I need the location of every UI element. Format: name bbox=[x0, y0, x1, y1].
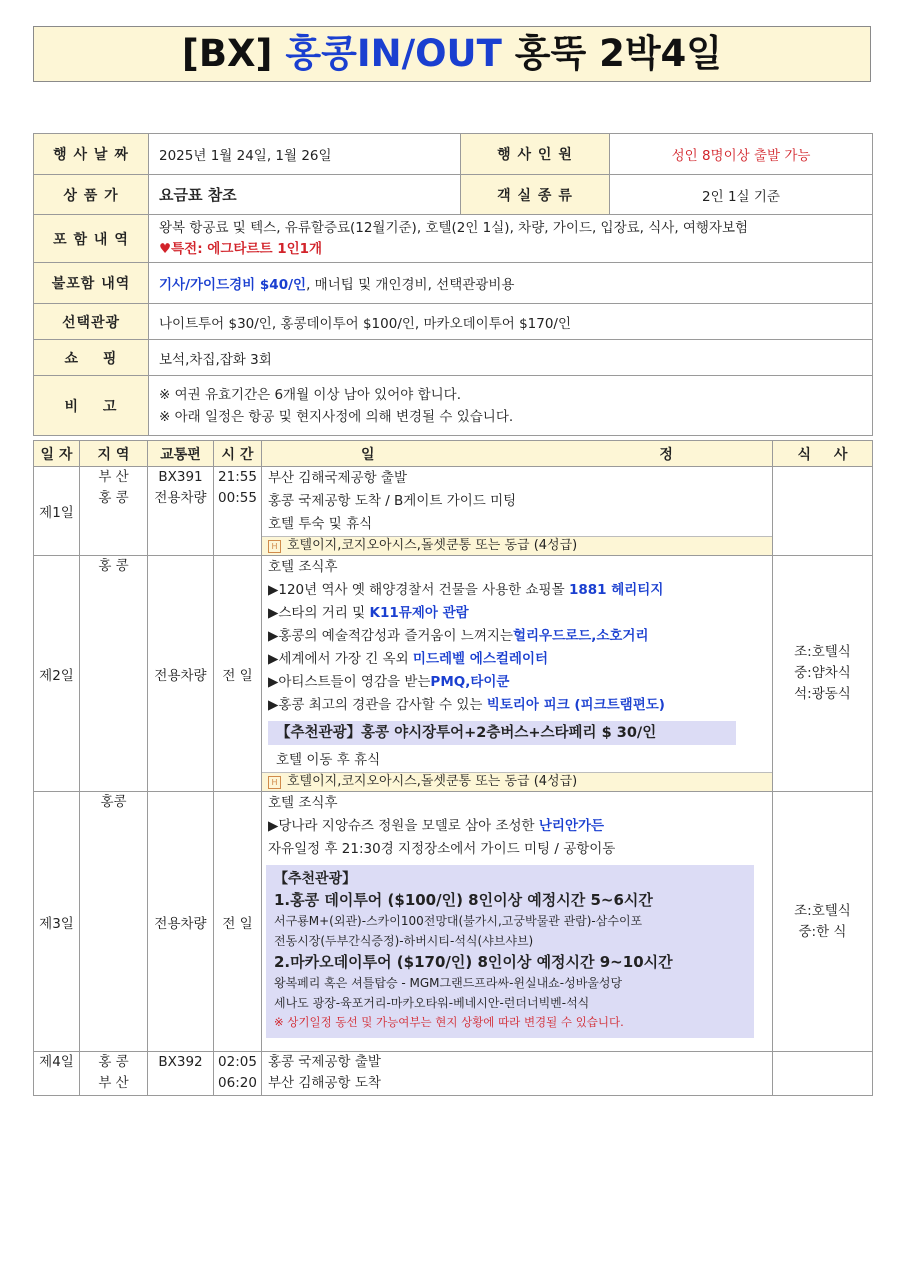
optional-label: 선택관광 bbox=[34, 304, 149, 340]
itinerary-line: 홍콩 국제공항 도착 / B게이트 가이드 미팅 bbox=[268, 493, 517, 509]
line-highlight: K11뮤제아 관람 bbox=[369, 605, 469, 621]
meal-cell bbox=[773, 792, 873, 1052]
shopping-value: 보석,차집,잡화 3회 bbox=[149, 340, 873, 376]
line-text: ▶세계에서 가장 긴 옥외 bbox=[268, 651, 413, 667]
region-cell bbox=[80, 1052, 148, 1096]
line-highlight: 미드레벨 에스컬레이터 bbox=[412, 651, 549, 667]
transport: 전용차량 bbox=[154, 490, 207, 506]
transport: BX392 bbox=[148, 1052, 214, 1096]
transport-cell bbox=[148, 467, 214, 556]
day-label: 제2일 bbox=[34, 556, 80, 792]
itinerary-line bbox=[262, 579, 772, 602]
recommend-title: 【추천관광】 bbox=[274, 871, 357, 887]
meal-cell bbox=[773, 1052, 873, 1096]
itinerary-cell bbox=[262, 556, 773, 792]
line-highlight: PMQ,타이쿤 bbox=[430, 674, 510, 690]
day-row-4 bbox=[34, 1052, 873, 1096]
time: 전 일 bbox=[214, 556, 262, 792]
hotel-text: 호텔이지,코지오아시스,돌셋쿤통 또는 동급 (4성급) bbox=[287, 538, 578, 553]
itinerary-line bbox=[262, 671, 772, 694]
itinerary-line bbox=[262, 648, 772, 671]
document-title bbox=[33, 26, 871, 82]
meal: 중:얌차식 bbox=[794, 665, 851, 681]
include-special: 특전: 에그타르트 1인1개 bbox=[171, 240, 323, 257]
exclude-cell bbox=[149, 263, 873, 304]
date-label: 행 사 날 짜 bbox=[34, 134, 149, 175]
title-suffix: 홍뚝 2박4일 bbox=[501, 32, 723, 75]
hotel-icon: H bbox=[268, 540, 281, 553]
time: 00:55 bbox=[218, 490, 257, 506]
itinerary-line: 호텔 투숙 및 휴식 bbox=[268, 516, 373, 532]
header-itinerary: 일 정 bbox=[262, 441, 773, 467]
hotel-icon: H bbox=[268, 776, 281, 789]
line-highlight: 1881 헤리티지 bbox=[568, 582, 664, 598]
day-label: 제1일 bbox=[34, 467, 80, 556]
day-label: 제4일 bbox=[34, 1052, 80, 1096]
transport: BX391 bbox=[158, 469, 203, 485]
header-transport: 교통편 bbox=[148, 441, 214, 467]
meal: 중:한 식 bbox=[798, 923, 847, 940]
region-cell bbox=[80, 556, 148, 792]
itinerary-cell bbox=[262, 1052, 773, 1096]
line-highlight: 헐리우드로드,소호거리 bbox=[512, 628, 649, 644]
recommend-item: 1.홍콩 데이투어 ($100/인) 8인이상 예정시간 5~6시간 bbox=[274, 891, 653, 909]
note-line: ※ 여권 유효기간은 6개월 이상 남아 있어야 합니다. bbox=[159, 386, 462, 403]
room-value: 2인 1실 기준 bbox=[610, 175, 873, 215]
title-highlight: 홍콩IN/OUT bbox=[285, 32, 502, 75]
line-text: ▶당나라 지앙슈즈 정원을 모델로 삼아 조성한 bbox=[268, 818, 539, 834]
recommend-note: ※ 상기일정 동선 및 가능여부는 현지 상황에 따라 변경될 수 있습니다. bbox=[274, 1015, 624, 1029]
include-label: 포 함 내 역 bbox=[34, 215, 149, 263]
recommend-box bbox=[266, 865, 754, 1038]
itinerary-line: 부산 김해국제공항 출발 bbox=[268, 470, 407, 486]
date-value: 2025년 1월 24일, 1월 26일 bbox=[149, 134, 461, 175]
region: 부 산 bbox=[98, 1075, 129, 1091]
hotel-line bbox=[262, 536, 772, 555]
price-label: 상 품 가 bbox=[34, 175, 149, 215]
note-line: ※ 아래 일정은 항공 및 현지사정에 의해 변경될 수 있습니다. bbox=[159, 408, 514, 425]
region: 부 산 bbox=[98, 469, 129, 485]
itinerary-line bbox=[262, 815, 772, 838]
meal: 조:호텔식 bbox=[794, 902, 851, 919]
line-highlight: 빅토리아 피크 (피크트램편도) bbox=[486, 697, 665, 713]
itinerary-cell bbox=[262, 792, 773, 1052]
header-day: 일 자 bbox=[34, 441, 80, 467]
notes-label: 비 고 bbox=[34, 376, 149, 436]
itinerary-line: 홍콩 국제공항 출발 bbox=[268, 1054, 381, 1070]
header-time: 시 간 bbox=[214, 441, 262, 467]
region-cell bbox=[80, 792, 148, 1052]
line-text: ▶홍콩의 예술적감성과 즐거움이 느껴지는 bbox=[268, 628, 513, 644]
line-text: ▶120년 역사 옛 해양경찰서 건물을 사용한 쇼핑몰 bbox=[268, 582, 569, 598]
header-meal: 식 사 bbox=[773, 441, 873, 467]
header-region: 지 역 bbox=[80, 441, 148, 467]
itinerary-line: 자유일정 후 21:30경 지정장소에서 가이드 미팅 / 공항이동 bbox=[268, 841, 616, 857]
line-text: ▶홍콩 최고의 경관을 감사할 수 있는 bbox=[268, 697, 487, 713]
day-row-1 bbox=[34, 467, 873, 556]
recommend-detail: 왕복페리 혹은 셔틀탑승 - MGM그랜드프라싸-윈실내쇼-성바울성당 bbox=[274, 976, 623, 990]
info-table bbox=[33, 133, 873, 436]
day-label: 제3일 bbox=[34, 792, 80, 1052]
meal-cell bbox=[773, 556, 873, 792]
recommend-item: 2.마카오데이투어 ($170/인) 8인이상 예정시간 9~10시간 bbox=[274, 953, 673, 971]
title-prefix: [BX] bbox=[181, 32, 286, 75]
line-highlight: 난리안가든 bbox=[538, 818, 605, 834]
transport: 전용차량 bbox=[148, 556, 214, 792]
itinerary-line: 부산 김해공항 도착 bbox=[268, 1075, 381, 1091]
people-label: 행 사 인 원 bbox=[461, 134, 610, 175]
line-text: ▶아티스트들이 영감을 받는 bbox=[268, 674, 431, 690]
exclude-rest: , 매너팁 및 개인경비, 선택관광비용 bbox=[306, 277, 515, 293]
exclude-highlight: 기사/가이드경비 $40/인 bbox=[159, 277, 307, 293]
price-value: 요금표 참조 bbox=[149, 175, 461, 215]
time: 02:05 bbox=[218, 1054, 257, 1070]
meal: 석:광동식 bbox=[794, 686, 851, 702]
region: 홍 콩 bbox=[98, 490, 129, 506]
schedule-table bbox=[33, 440, 873, 1096]
hotel-text: 호텔이지,코지오아시스,돌셋쿤통 또는 동급 (4성급) bbox=[287, 774, 578, 789]
time-cell bbox=[214, 467, 262, 556]
itinerary-line: 호텔 조식후 bbox=[268, 559, 338, 575]
recommend-detail: 세나도 광장-육포거리-마카오타워-베네시안-런더너빅벤-석식 bbox=[274, 996, 590, 1010]
itinerary-line: 호텔 조식후 bbox=[268, 795, 338, 811]
room-label: 객 실 종 류 bbox=[461, 175, 610, 215]
region: 홍콩 bbox=[100, 794, 127, 810]
heart-icon: ♥ bbox=[159, 240, 172, 257]
recommend-detail: 전동시장(두부간식증정)-하버시티-석식(샤브샤브) bbox=[274, 934, 534, 948]
itinerary-cell bbox=[262, 467, 773, 556]
notes-cell bbox=[149, 376, 873, 436]
transport: 전용차량 bbox=[148, 792, 214, 1052]
time: 06:20 bbox=[218, 1075, 257, 1091]
include-cell bbox=[149, 215, 873, 263]
itinerary-line: 호텔 이동 후 휴식 bbox=[276, 752, 381, 768]
day-row-2 bbox=[34, 556, 873, 792]
region: 홍 콩 bbox=[98, 558, 129, 574]
day-row-3 bbox=[34, 792, 873, 1052]
meal: 조:호텔식 bbox=[794, 644, 851, 660]
exclude-label: 불포함 내역 bbox=[34, 263, 149, 304]
recommend-detail: 서구룡M+(외관)-스카이100전망대(불가시,고궁박물관 관람)-삼수이포 bbox=[274, 914, 643, 928]
region-cell bbox=[80, 467, 148, 556]
itinerary-line bbox=[262, 602, 772, 625]
meal-cell bbox=[773, 467, 873, 556]
itinerary-line bbox=[262, 694, 772, 717]
time-cell bbox=[214, 1052, 262, 1096]
time: 전 일 bbox=[214, 792, 262, 1052]
optional-value: 나이트투어 $30/인, 홍콩데이투어 $100/인, 마카오데이투어 $170/인 bbox=[149, 304, 873, 340]
region: 홍 콩 bbox=[98, 1054, 129, 1070]
line-text: ▶스타의 거리 및 bbox=[268, 605, 370, 621]
include-value: 왕복 항공료 및 텍스, 유류할증료(12월기준), 호텔(2인 1실), 차량, 가이드, 입장료, 식사, 여행자보험 bbox=[159, 219, 749, 236]
time: 21:55 bbox=[218, 469, 257, 485]
shopping-label: 쇼 핑 bbox=[34, 340, 149, 376]
people-value: 성인 8명이상 출발 가능 bbox=[610, 134, 873, 175]
itinerary-line bbox=[262, 625, 772, 648]
recommend-box: 【추천관광】홍콩 야시장투어+2층버스+스타페리 $ 30/인 bbox=[268, 721, 736, 745]
hotel-line bbox=[262, 772, 772, 791]
